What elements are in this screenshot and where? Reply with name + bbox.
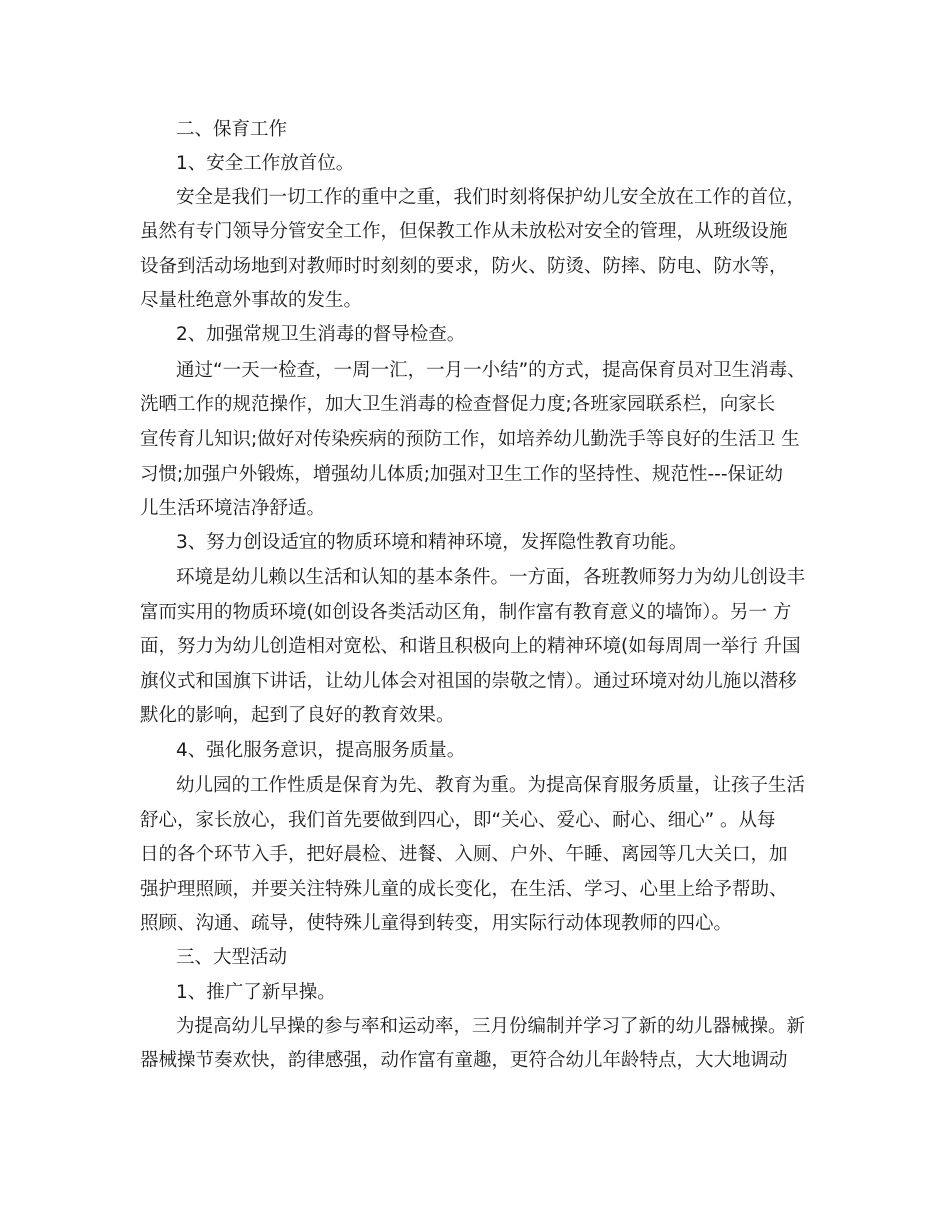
paragraph-line: 宣传育儿知识;做好对传染疾病的预防工作，如培养幼儿勤洗手等良好的生活卫 生	[140, 429, 800, 450]
paragraph-line: 富而实用的物质环境(如创设各类活动区角，制作富有教育意义的墙饰）。另一 方	[140, 602, 792, 623]
paragraph-line: 习惯;加强户外锻炼，增强幼儿体质;加强对卫生工作的坚持性、规范性---保证幼	[140, 464, 783, 485]
paragraph-line: 洗晒工作的规范操作，加大卫生消毒的检查督促力度;各班家园联系栏，向家长	[140, 394, 776, 415]
paragraph-line: 默化的影响，起到了良好的教育效果。	[140, 705, 455, 726]
paragraph-line: 面，努力为幼儿创造相对宽松、和谐且积极向上的精神环境(如每周周一举行 升国	[140, 636, 801, 657]
subheading-morning-exercise: 1、推广了新早操。	[176, 982, 336, 1003]
paragraph-line: 舒心，家长放心，我们首先要做到四心，即“关心、爱心、耐心、细心” 。从每	[140, 810, 776, 831]
paragraph-line: 为提高幼儿早操的参与率和运动率，三月份编制并学习了新的幼儿器械操。新	[176, 1016, 806, 1037]
subheading-environment: 3、努力创设适宜的物质环境和精神环境，发挥隐性教育功能。	[176, 532, 688, 553]
paragraph-line: 尽量杜绝意外事故的发生。	[140, 290, 363, 311]
paragraph-line: 虽然有专门领导分管安全工作，但保教工作从未放松对安全的管理，从班级设施	[140, 221, 788, 242]
subheading-hygiene: 2、加强常规卫生消毒的督导检查。	[176, 324, 466, 345]
paragraph-line: 儿生活环境洁净舒适。	[140, 498, 326, 519]
paragraph-line: 安全是我们一切工作的重中之重，我们时刻将保护幼儿安全放在工作的首位，	[176, 187, 806, 208]
paragraph-line: 强护理照顾，并要关注特殊儿童的成长变化，在生活、学习、心里上给予帮助、	[140, 879, 788, 900]
paragraph-line: 幼儿园的工作性质是保育为先、教育为重。为提高保育服务质量，让孩子生活	[176, 775, 806, 796]
paragraph-line: 设备到活动场地到对教师时时刻刻的要求，防火、防烫、防摔、防电、防水等，	[140, 256, 788, 277]
paragraph-line: 旗仪式和国旗下讲话，让幼儿体会对祖国的崇敬之情）。通过环境对幼儿施以潜移	[140, 671, 797, 692]
paragraph-line: 日的各个环节入手，把好晨检、进餐、入厕、户外、午睡、离园等几大关口，加	[140, 844, 788, 865]
paragraph-line: 环境是幼儿赖以生活和认知的基本条件。一方面，各班教师努力为幼儿创设丰	[176, 567, 806, 588]
subheading-safety: 1、安全工作放首位。	[176, 153, 355, 174]
section-heading-events: 三、大型活动	[176, 947, 288, 968]
paragraph-line: 器械操节奏欢快，韵律感强，动作富有童趣，更符合幼儿年龄特点，大大地调动	[140, 1050, 788, 1071]
paragraph-line: 通过“一天一检查，一周一汇，一月一小结”的方式，提高保育员对卫生消毒、	[176, 360, 806, 381]
subheading-service: 4、强化服务意识，提高服务质量。	[176, 740, 466, 761]
paragraph-line: 照顾、沟通、疏导，使特殊儿童得到转变，用实际行动体现教师的四心。	[140, 913, 733, 934]
section-heading-childcare: 二、保育工作	[176, 119, 288, 140]
